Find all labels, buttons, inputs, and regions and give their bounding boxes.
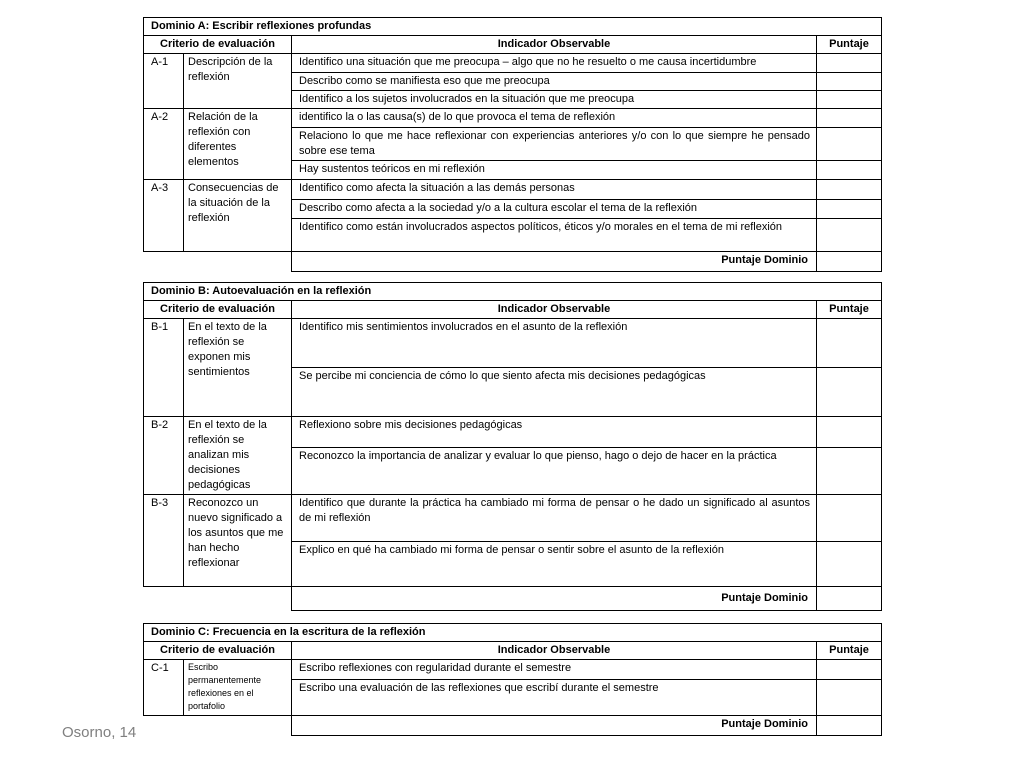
score-cell[interactable] — [817, 448, 882, 495]
indicator: Relaciono lo que me hace reflexionar con experiencias anteriores y/o con lo que siempre he pensado sobre ese tema — [292, 128, 817, 161]
domain-score-cell[interactable] — [817, 587, 882, 611]
score-cell[interactable] — [817, 417, 882, 448]
score-cell[interactable] — [817, 542, 882, 587]
blank-cell — [144, 252, 292, 272]
puntaje-header: Puntaje — [817, 642, 882, 660]
criterion-name: Escribo permanentemente reflexiones en el portafolio — [184, 660, 292, 716]
puntaje-header: Puntaje — [817, 301, 882, 319]
score-cell[interactable] — [817, 495, 882, 542]
domain-score-cell[interactable] — [817, 716, 882, 736]
score-cell[interactable] — [817, 660, 882, 680]
criterion-code: A-2 — [144, 109, 184, 180]
criterion-name: Consecuencias de la situación de la reflexión — [184, 180, 292, 252]
indicator: Identifico como están involucrados aspectos políticos, éticos y/o morales en el tema de mi reflexión — [292, 219, 817, 252]
indicador-header: Indicador Observable — [292, 642, 817, 660]
criterion-name: Descripción de la reflexión — [184, 54, 292, 109]
indicator: Hay sustentos teóricos en mi reflexión — [292, 161, 817, 180]
puntaje-dominio-label: Puntaje Dominio — [292, 252, 817, 272]
indicator: Identifico como afecta la situación a las demás personas — [292, 180, 817, 200]
domain-b-table — [143, 282, 882, 611]
indicator: Escribo una evaluación de las reflexiones que escribí durante el semestre — [292, 680, 817, 716]
indicator: Se percibe mi conciencia de cómo lo que siento afecta mis decisiones pedagógicas — [292, 368, 817, 417]
score-cell[interactable] — [817, 368, 882, 417]
criterion-name: Reconozco un nuevo significado a los asuntos que me han hecho reflexionar — [184, 495, 292, 587]
indicator: Identifico mis sentimientos involucrados en el asunto de la reflexión — [292, 319, 817, 368]
footer-location-date: Osorno, 14 — [62, 724, 137, 741]
criterion-code: B-3 — [144, 495, 184, 587]
score-cell[interactable] — [817, 54, 882, 73]
indicator: Explico en qué ha cambiado mi forma de pensar o sentir sobre el asunto de la reflexión — [292, 542, 817, 587]
criterion-code: B-2 — [144, 417, 184, 495]
criterion-name: Relación de la reflexión con diferentes elementos — [184, 109, 292, 180]
criterio-header: Criterio de evaluación — [144, 642, 292, 660]
domain-score-cell[interactable] — [817, 252, 882, 272]
score-cell[interactable] — [817, 161, 882, 180]
criterion-code: A-3 — [144, 180, 184, 252]
indicator: Describo como afecta a la sociedad y/o a la cultura escolar el tema de la reflexión — [292, 200, 817, 219]
criterion-code: C-1 — [144, 660, 184, 716]
criterio-header: Criterio de evaluación — [144, 36, 292, 54]
indicator: Describo como se manifiesta eso que me preocupa — [292, 73, 817, 91]
indicador-header: Indicador Observable — [292, 301, 817, 319]
score-cell[interactable] — [817, 319, 882, 368]
indicator: Reflexiono sobre mis decisiones pedagógicas — [292, 417, 817, 448]
indicador-header: Indicador Observable — [292, 36, 817, 54]
domain-a-table — [143, 17, 882, 272]
indicator: Identifico a los sujetos involucrados en la situación que me preocupa — [292, 91, 817, 109]
indicator: Reconozco la importancia de analizar y evaluar lo que pienso, hago o dejo de hacer en la práctica — [292, 448, 817, 495]
score-cell[interactable] — [817, 128, 882, 161]
score-cell[interactable] — [817, 109, 882, 128]
blank-cell — [144, 587, 292, 611]
puntaje-dominio-label: Puntaje Dominio — [292, 587, 817, 611]
criterio-header: Criterio de evaluación — [144, 301, 292, 319]
score-cell[interactable] — [817, 200, 882, 219]
domain-c-title: Dominio C: Frecuencia en la escritura de la reflexión — [144, 624, 882, 642]
puntaje-header: Puntaje — [817, 36, 882, 54]
indicator: Escribo reflexiones con regularidad durante el semestre — [292, 660, 817, 680]
blank-cell — [144, 716, 292, 736]
criterion-code: A-1 — [144, 54, 184, 109]
indicator: Identifico una situación que me preocupa – algo que no he resuelto o me causa incertidumbre — [292, 54, 817, 73]
domain-a-title: Dominio A: Escribir reflexiones profundas — [144, 18, 882, 36]
domain-c-table — [143, 623, 882, 736]
score-cell[interactable] — [817, 91, 882, 109]
domain-b-title: Dominio B: Autoevaluación en la reflexión — [144, 283, 882, 301]
score-cell[interactable] — [817, 73, 882, 91]
puntaje-dominio-label: Puntaje Dominio — [292, 716, 817, 736]
score-cell[interactable] — [817, 180, 882, 200]
indicator: identifico la o las causa(s) de lo que provoca el tema de reflexión — [292, 109, 817, 128]
criterion-name: En el texto de la reflexión se exponen mis sentimientos — [184, 319, 292, 417]
criterion-name: En el texto de la reflexión se analizan mis decisiones pedagógicas — [184, 417, 292, 495]
score-cell[interactable] — [817, 680, 882, 716]
criterion-code: B-1 — [144, 319, 184, 417]
score-cell[interactable] — [817, 219, 882, 252]
indicator: Identifico que durante la práctica ha cambiado mi forma de pensar o he dado un significado al asuntos de mi reflexión — [292, 495, 817, 542]
